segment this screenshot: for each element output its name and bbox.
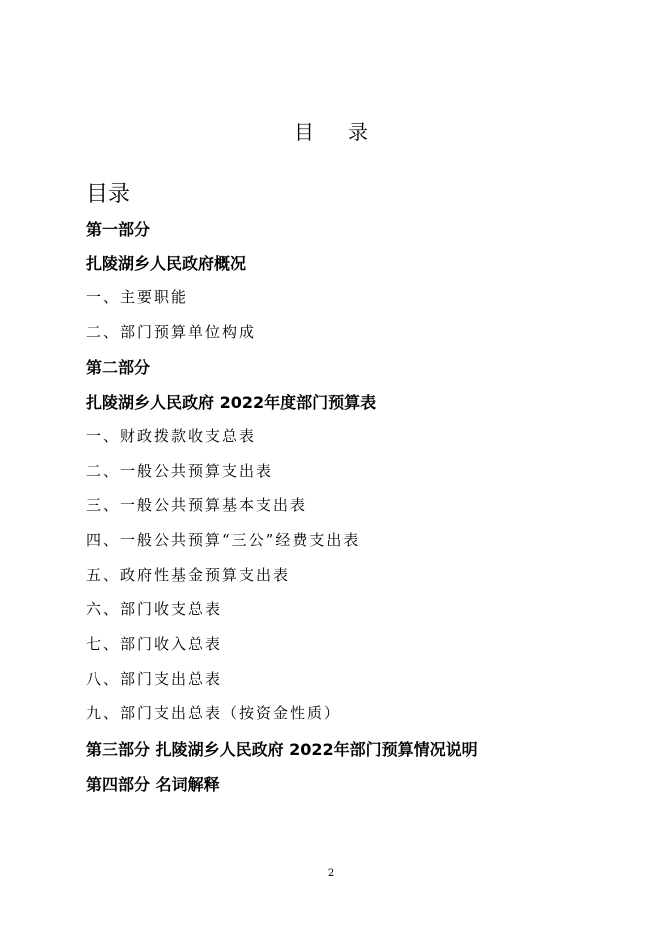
toc-entry-table-1: 一、财政拨款收支总表 (86, 427, 257, 445)
toc-entry-unit-composition: 二、部门预算单位构成 (86, 323, 257, 341)
toc-entry-table-8: 八、部门支出总表 (86, 670, 223, 688)
toc-entry-overview: 扎陵湖乡人民政府概况 (86, 254, 247, 273)
toc-entry-table-7: 七、部门收入总表 (86, 635, 223, 653)
toc-entry-part-1: 第一部分 (86, 220, 151, 239)
page-number: 2 (327, 868, 335, 879)
toc-entry-table-2: 二、一般公共预算支出表 (86, 462, 274, 480)
toc-entry-budget-tables: 扎陵湖乡人民政府 2022年度部门预算表 (86, 393, 377, 412)
toc-entry-part-2: 第二部分 (86, 358, 151, 377)
document-title (0, 116, 662, 145)
toc-entry-main-functions: 一、主要职能 (86, 288, 189, 306)
toc-entry-table-9: 九、部门支出总表（按资金性质） (86, 704, 342, 722)
toc-heading: 目录 (86, 182, 131, 207)
toc-entry-table-6: 六、部门收支总表 (86, 600, 223, 618)
toc-entry-part-3: 第三部分 扎陵湖乡人民政府 2022年部门预算情况说明 (86, 740, 478, 759)
toc-entry-table-5: 五、政府性基金预算支出表 (86, 566, 291, 584)
toc-entry-part-4: 第四部分 名词解释 (86, 775, 220, 794)
toc-entry-table-3: 三、一般公共预算基本支出表 (86, 496, 308, 514)
title-char-1: 目 (294, 120, 314, 144)
title-char-2: 录 (348, 120, 368, 144)
toc-entry-table-4: 四、一般公共预算“三公”经费支出表 (86, 531, 361, 549)
